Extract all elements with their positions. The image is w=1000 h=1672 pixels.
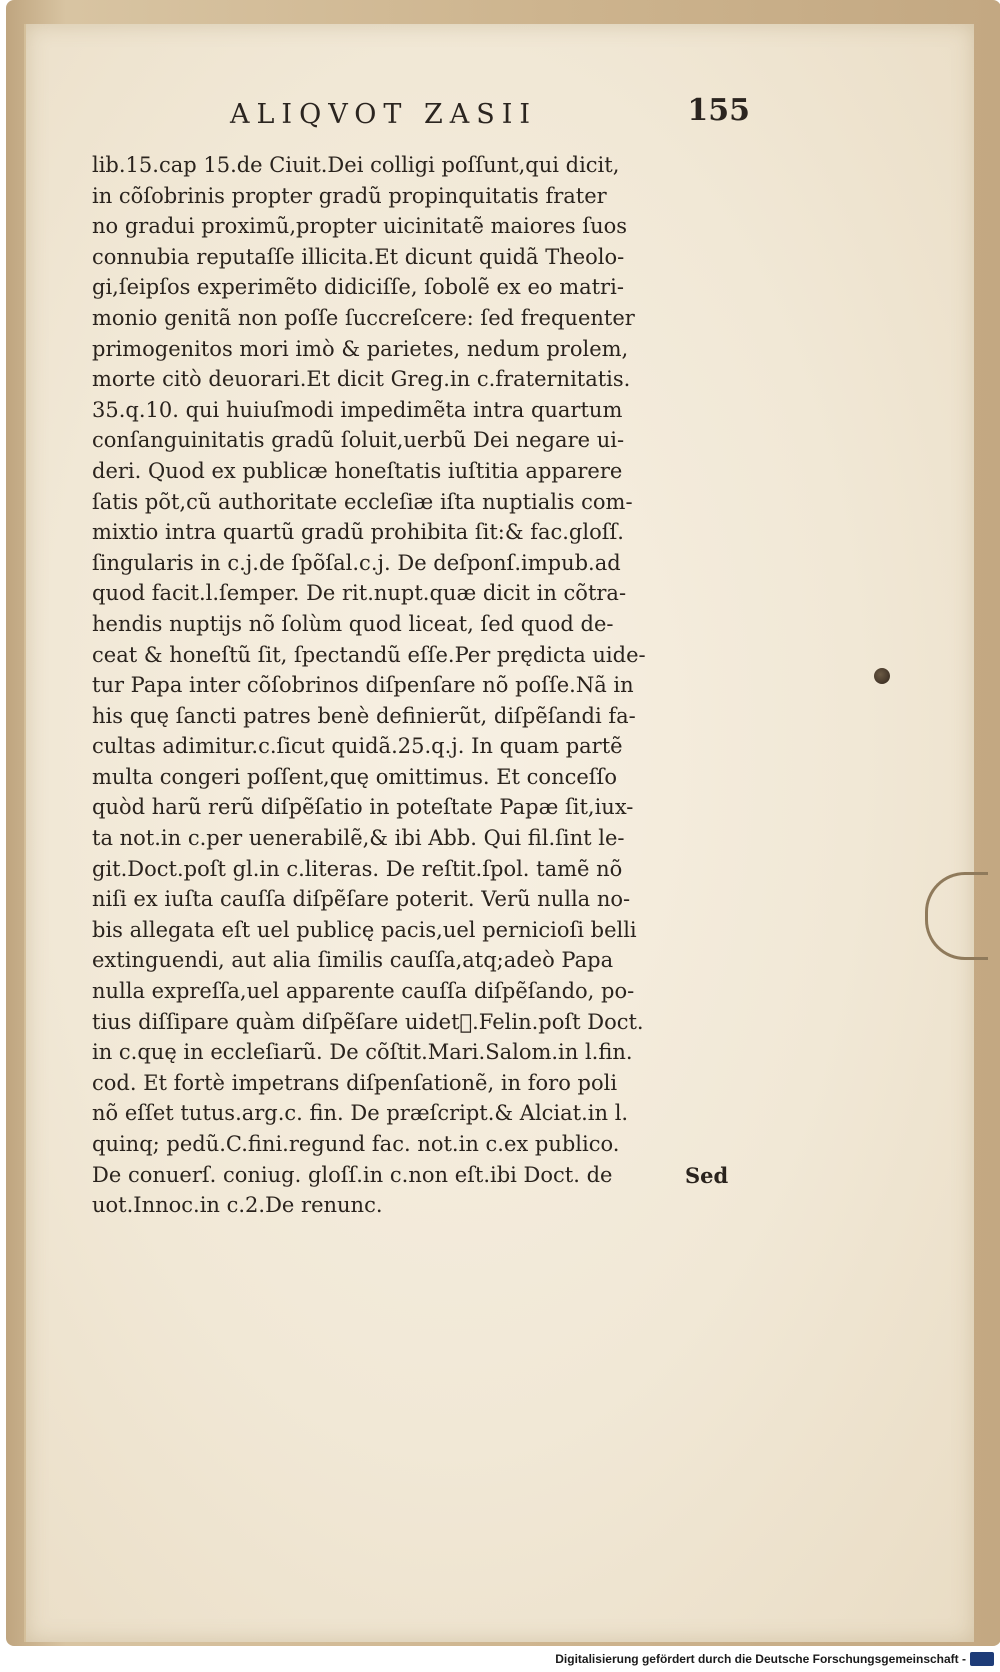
running-title: ALIQVOT ZASII bbox=[230, 99, 538, 130]
page-header bbox=[220, 93, 750, 139]
text-line: cultas adimitur.c.ſicut quidã.25.q.j. In quam partẽ bbox=[92, 734, 623, 759]
text-line: connubia reputaſſe illicita.Et dicunt quidã Theolo- bbox=[92, 244, 625, 269]
text-line: in cõſobrinis propter gradũ propinquitatis frater bbox=[92, 183, 607, 208]
digitization-footer bbox=[555, 1649, 994, 1669]
text-line: De conuerſ. coniug. gloſſ.in c.non eſt.ibi Doct. de bbox=[92, 1162, 613, 1187]
text-line: bis allegata eſt uel publicę pacis,uel pernicioſi belli bbox=[92, 917, 637, 942]
text-line: conſanguinitatis gradũ ſoluit,uerbũ Dei negare ui- bbox=[92, 428, 625, 453]
dfg-logo bbox=[970, 1652, 994, 1666]
text-line: 35.q.10. qui huiuſmodi impedimẽta intra quartum bbox=[92, 397, 623, 422]
text-line: his quę ſancti patres benè definierũt, diſpẽſandi fa- bbox=[92, 703, 636, 728]
text-line: quinq; pedũ.C.fini.regund fac. not.in c.ex publico. bbox=[92, 1132, 620, 1156]
text-line: ſatis põt,cũ authoritate eccleſiæ iſta nuptialis com- bbox=[92, 489, 633, 514]
text-line: extinguendi, aut alia ſimilis cauſſa,atq;adeò Papa bbox=[92, 948, 614, 973]
text-line: nõ eſſet tutus.arg.c. fin. De præſcript.& Alciat.in l. bbox=[92, 1101, 629, 1126]
text-line: mixtio intra quartũ gradũ prohibita ſit:& fac.gloſſ. bbox=[92, 520, 624, 545]
text-line: niſi ex iuſta cauſſa diſpẽſare poterit. Verũ nulla no- bbox=[92, 887, 631, 912]
text-line: hendis nuptijs nõ ſolùm quod liceat, ſed quod de- bbox=[92, 611, 614, 636]
text-line: tius diſſipare quàm diſpẽſare uidet᷑.Felin.poſt Doct. bbox=[92, 1009, 644, 1034]
binding-nail bbox=[874, 668, 890, 684]
text-line: deri. Quod ex publicæ honeſtatis iuſtitia apparere bbox=[92, 458, 623, 483]
page-number: 155 bbox=[687, 93, 750, 128]
text-line: ſingularis in c.j.de ſpõſal.c.j. De deſponſ.impub.ad bbox=[92, 550, 621, 575]
catchword: Sed bbox=[685, 1163, 729, 1188]
clasp-ring bbox=[925, 872, 988, 960]
text-line: git.Doct.poſt gl.in c.literas. De reſtit.ſpol. tamẽ nõ bbox=[92, 856, 623, 881]
text-line: tur Papa inter cõſobrinos diſpenſare nõ poſſe.Nã in bbox=[92, 673, 634, 698]
text-line: quod facit.l.ſemper. De rit.nupt.quæ dicit in cõtra- bbox=[92, 581, 627, 606]
text-line: uot.Innoc.in c.2.De renunc. bbox=[92, 1193, 383, 1218]
text-line: morte citò deuorari.Et dicit Greg.in c.fraternitatis. bbox=[92, 367, 631, 392]
body-text bbox=[92, 150, 752, 1221]
text-line: multa congeri poſſent,quę omittimus. Et conceſſo bbox=[92, 764, 617, 789]
text-line: in c.quę in eccleſiarũ. De cõſtit.Mari.Salom.in l.fin. bbox=[92, 1040, 633, 1065]
text-line: ceat & honeſtũ ſit, ſpectandũ eſſe.Per prędicta uide- bbox=[92, 642, 646, 667]
text-line: quòd harũ rerũ diſpẽſatio in poteſtate Papæ ſit,iux- bbox=[92, 795, 634, 820]
text-line: ta not.in c.per uenerabilẽ,& ibi Abb. Qui fil.ſint le- bbox=[92, 826, 625, 851]
text-line: lib.15.cap 15.de Ciuit.Dei colligi poſſunt,qui dicit, bbox=[92, 153, 620, 177]
footer-credit: Digitalisierung gefördert durch die Deutsche Forschungsgemeinschaft - bbox=[555, 1652, 966, 1666]
text-line: gi,ſeipſos experimẽto didiciſſe, ſobolẽ ex eo matri- bbox=[92, 275, 624, 300]
text-line: monio genitã non poſſe ſuccreſcere: ſed frequenter bbox=[92, 305, 635, 330]
text-line: primogenitos mori imò & parietes, nedum prolem, bbox=[92, 336, 629, 361]
text-line: no gradui proximũ,propter uicinitatẽ maiores ſuos bbox=[92, 214, 628, 239]
text-line: nulla expreſſa,uel apparente cauſſa diſpẽſando, po- bbox=[92, 979, 635, 1004]
text-line: cod. Et fortè impetrans diſpenſationẽ, in foro poli bbox=[92, 1070, 618, 1095]
